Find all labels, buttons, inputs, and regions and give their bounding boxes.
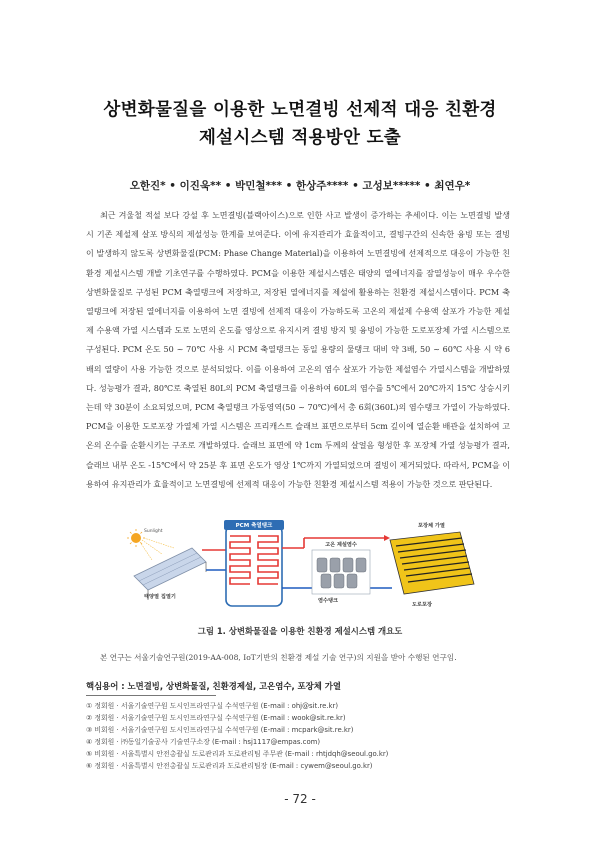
system-diagram bbox=[122, 518, 478, 618]
pcm-storage-tank bbox=[224, 520, 284, 606]
hot-brine-label: 고온 제설염수 bbox=[325, 542, 357, 548]
acknowledgment: 본 연구는 서울기술연구원(2019-AA-008, IoT기반의 친환경 제설 기술 연구)의 지원을 받아 수행된 연구임. bbox=[100, 653, 457, 662]
sun-icon bbox=[127, 529, 145, 547]
paper-title-line-2: 제설시스템 적용방안 도출 bbox=[198, 128, 402, 148]
pavement-heating-label: 포장체 가열 bbox=[418, 523, 445, 529]
footnote-6: ⑥ 정회원 · 서울특별시 안전총괄실 도로관리과 도로관리팀장 (E-mail : cywem@seoul.go.kr) bbox=[86, 762, 373, 770]
abstract-paragraph: 최근 겨울철 적설 보다 강설 후 노면결빙(블랙아이스)으로 인한 사고 발생이 증가하는 추세이다. 이는 노면결빙 발생 시 기존 제설제 살포 방식의 제설성능 한계를 보여준다. 이에 유지관리가 효율적이고, 결빙구간의 신속한 융빙 또는 결빙이 발생하지 않도록 상변화물질(PCM: Phase Change Material)을 이용하여 노면결빙에 선제적으로 대응이 가능한 친환경 제설시스템 개발 기초연구를 수행하였다. PCM을 이용한 제설시스템은 태양의 열에너지를 잠열성능이 매우 우수한 상변화물질로 구성된 PCM 축열탱크에 저장하고, 저장된 열에너지를 제설에 활용하는 친환경 제설시스템이다. PCM 축열탱크에 저장된 열에너지를 이용하여 노면 결빙에 선제적 대응이 가능하도록 고온의 제설제 수용액 살포가 가능한 제설제 수용액 가열 시스템과 도로 노면의 온도를 영상으로 유지시켜 결빙 방지 및 융빙이 가능한 도로포장체 가열 시스템으로 구성된다. PCM 온도 50 ~ 70℃ 사용 시 PCM 축열탱크는 동일 용량의 물탱크 대비 약 3배, 50 ~ 60℃ 사용 시 약 6배의 열량이 사용 가능한 것으로 분석되었다. 이를 이용하여 고온의 염수 살포가 가능한 제설염수 가열시스템을 개발하였다. 성능평가 결과, 80℃로 축열된 80L의 PCM 축열탱크를 이용하여 60L의 염수를 5℃에서 20℃까지 15℃ 상승시키는데 약 30분이 소요되었으며, PCM 축열탱크 가동영역(50 ~ 70℃)에서 총 6회(360L)의 염수탱크 가열이 가능하였다. PCM을 이용한 도로포장 가열체 가열 시스템은 프리캐스트 슬래브 표면으로부터 5cm 깊이에 열순환 배관을 설치하여 고온의 온수를 순환시키는 구조로 개발하였다. 슬래브 표면에 약 1cm 두께의 살얼음 형성한 후 포장체 가열 성능평가 결과, 슬래브 내부 온도 -15℃에서 약 25분 후 표면 온도가 영상 1℃까지 가열되었으며 결빙이 제거되었다. 따라서, PCM을 이용하여 유지관리가 효율적이고 노면결빙에 선제적 대응이 가능한 친환경 제설시스템 적용이 가능한 것으로 판단된다. bbox=[86, 211, 510, 489]
brine-tanks bbox=[312, 550, 370, 594]
pcm-tank-label: PCM 축열탱크 bbox=[235, 523, 273, 529]
author-list: 오한진* • 이진욱** • 박민철*** • 한상주**** • 고성보***** • 최연우* bbox=[129, 180, 471, 192]
keywords: 핵심용어 : 노면결빙, 상변화물질, 친환경제설, 고온염수, 포장체 가열 bbox=[86, 681, 341, 691]
sunlight-label: Sunlight bbox=[144, 529, 163, 534]
footnote-1: ① 정회원 · 서울기술연구원 도시인프라연구실 수석연구원 (E-mail : ohj@sit.re.kr) bbox=[86, 702, 339, 710]
paper-title-line-1: 상변화물질을 이용한 노면결빙 선제적 대응 친환경 bbox=[103, 100, 497, 120]
brine-tank-label: 염수탱크 bbox=[318, 598, 339, 604]
footnote-4: ④ 정회원 · ㈜동일기술공사 기술연구소장 (E-mail : hsj1117@empas.com) bbox=[86, 738, 321, 746]
footnote-3: ③ 비회원 · 서울기술연구원 도시인프라연구실 수석연구원 (E-mail : mcpark@sit.re.kr) bbox=[86, 726, 354, 734]
figure-caption: 그림 1. 상변화물질을 이용한 친환경 제설시스템 개요도 bbox=[197, 626, 403, 636]
solar-collector bbox=[134, 548, 206, 600]
pavement-heating-slab bbox=[390, 532, 474, 594]
footnote-2: ② 정회원 · 서울기술연구원 도시인프라연구실 수석연구원 (E-mail : wook@sit.re.kr) bbox=[86, 714, 346, 722]
footnote-divider bbox=[86, 695, 216, 696]
page-number: - 72 - bbox=[284, 792, 316, 806]
road-pavement-label: 도로포장 bbox=[412, 602, 433, 608]
solar-collector-label: 태양열 집열기 bbox=[144, 594, 176, 600]
footnote-5: ⑤ 비회원 · 서울특별시 안전총괄실 도로관리과 도로관리팀 주무관 (E-mail : rhtjdqh@seoul.go.kr) bbox=[86, 750, 389, 758]
